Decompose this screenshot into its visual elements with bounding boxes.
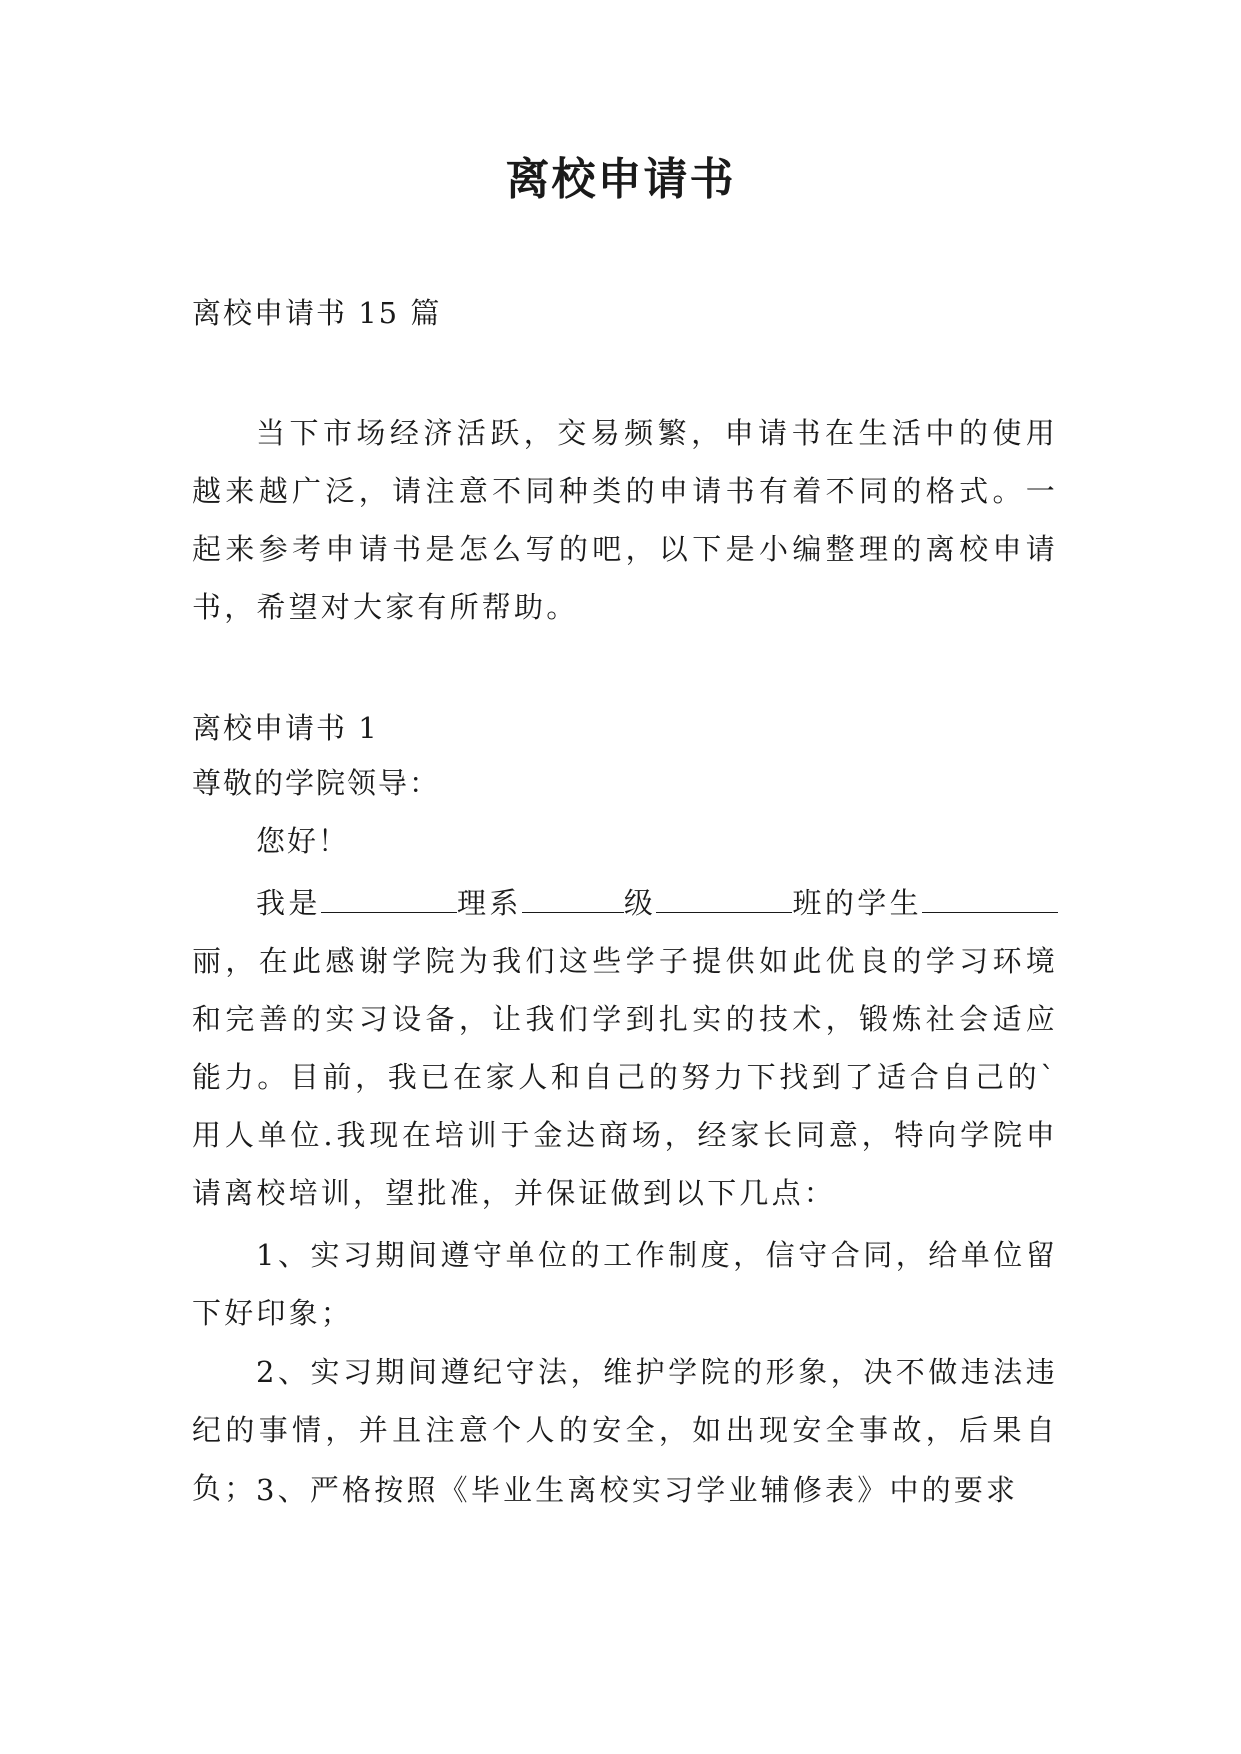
section-title: 离校申请书 1 (192, 711, 379, 745)
blank-line-grade (522, 882, 624, 913)
list-item: 1、实习期间遵守单位的工作制度，信守合同，给单位留下好印象； (192, 1238, 1058, 1330)
intro-paragraph: 当下市场经济活跃，交易频繁，申请书在生活中的使用越来越广泛，请注意不同种类的申请书有着不同的格式。一起来参考申请书是怎么写的吧，以下是小编整理的离校申请书，希望对大家有所帮助。 (192, 416, 1058, 624)
body-text-part4: 班的学生 (792, 886, 922, 920)
blank-line-class (656, 882, 792, 913)
greeting: 您好！ (256, 824, 350, 858)
page-title: 离校申请书 (505, 154, 736, 205)
list-item: 3、严格按照《毕业生离校实习学业辅修表》中的要求 (256, 1473, 1019, 1507)
document-subtitle: 离校申请书 15 篇 (192, 296, 442, 330)
body-text-part1: 我是 (256, 886, 321, 920)
list-item: 2、实习期间遵纪守法，维护学院的形象，决不做违法违纪的事情，并且注意个人的安全，如出现安全事故，后果自负； (192, 1355, 1058, 1505)
body-text-part3: 级 (623, 886, 657, 920)
body-paragraph (192, 874, 1058, 1222)
blank-line-name (922, 882, 1058, 913)
salutation: 尊敬的学院领导： (192, 766, 441, 800)
blank-line-department (321, 882, 457, 913)
body-text-part2: 理系 (456, 886, 522, 920)
body-text-part5: 丽，在此感谢学院为我们这些学子提供如此优良的学习环境和完善的实习设备，让我们学到扎实的技术，锻炼社会适应能力。目前，我已在家人和自己的努力下找到了适合自己的`用人单位.我现在培训于金达商场，经家长同意，特向学院申请离校培训，望批准，并保证做到以下几点： (192, 944, 1058, 1210)
